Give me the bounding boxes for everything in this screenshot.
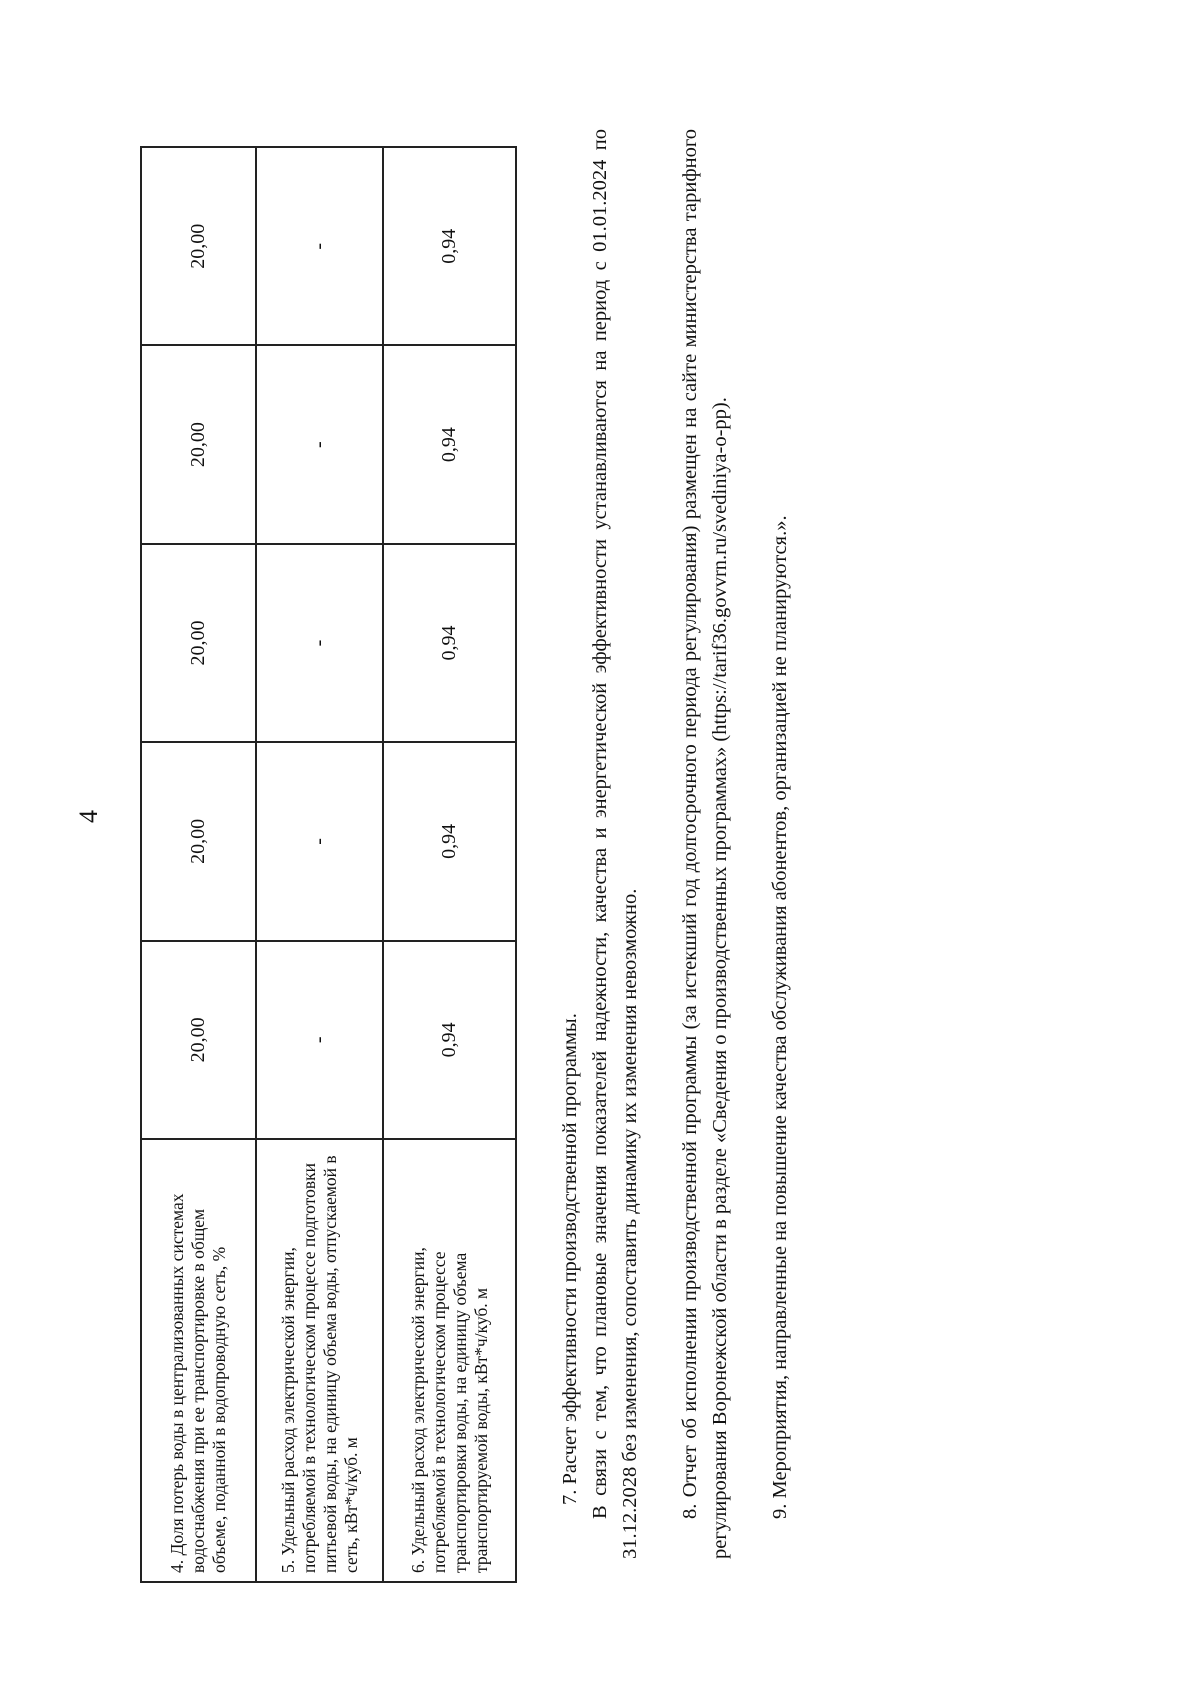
indicator-value: 0,94: [383, 147, 516, 345]
indicator-value: -: [256, 345, 383, 543]
indicator-value: 0,94: [383, 742, 516, 940]
indicator-label: 4. Доля потерь воды в централизованных системах водоснабжения при ее транспортировке в общем объеме, поданной в водопроводную сеть, %: [141, 1139, 256, 1582]
indicator-value: -: [256, 742, 383, 940]
indicator-label: 6. Удельный расход электрической энергии, потребляемой в технологическом процессе транспортировки воды, на единицу объема транспортируемой воды, кВт*ч/куб. м: [383, 1139, 516, 1582]
indicator-value: 0,94: [383, 941, 516, 1139]
indicator-value: -: [256, 941, 383, 1139]
indicator-value: -: [256, 544, 383, 742]
table-row: [383, 147, 516, 1582]
indicator-value: 20,00: [141, 941, 256, 1139]
section-7-body: В связи с тем, что плановые значения показателей надежности, качества и энергетической эффективности устанавливаются на период с 01.01.2024 по 31.12.2028 без изменения, сопоставить динамику их изменения невозможно.: [589, 129, 641, 1559]
page-number: 4: [74, 810, 103, 823]
section-9-paragraph: 9. Мероприятия, направленные на повышение качества обслуживания абонентов, организацией не планируются.».: [769, 515, 791, 1519]
indicator-value: 20,00: [141, 544, 256, 742]
indicator-value: 20,00: [141, 742, 256, 940]
indicator-value: 0,94: [383, 345, 516, 543]
indicator-value: 20,00: [141, 147, 256, 345]
table-row: [256, 147, 383, 1582]
indicator-value: 20,00: [141, 345, 256, 543]
table-row: [141, 147, 256, 1582]
section-7-title: 7. Расчет эффективности производственной программы.: [559, 1013, 581, 1505]
indicators-table: [140, 146, 517, 1583]
indicator-value: -: [256, 147, 383, 345]
body-text: [555, 129, 795, 1559]
section-8-paragraph: 8. Отчет об исполнении производственной программы (за истекший год долгосрочного периода регулирования) размещен на сайте министерства тарифного регулирования Воронежской области в разделе «Сведения о производственных программах» (https://tarif36.govvrn.ru/svediniya-o-pp).: [679, 129, 731, 1559]
indicator-value: 0,94: [383, 544, 516, 742]
indicator-label: 5. Удельный расход электрической энергии, потребляемой в технологическом процессе подготовки питьевой воды, на единицу объема воды, отпускаемой в сеть, кВт*ч/куб. м: [256, 1139, 383, 1582]
